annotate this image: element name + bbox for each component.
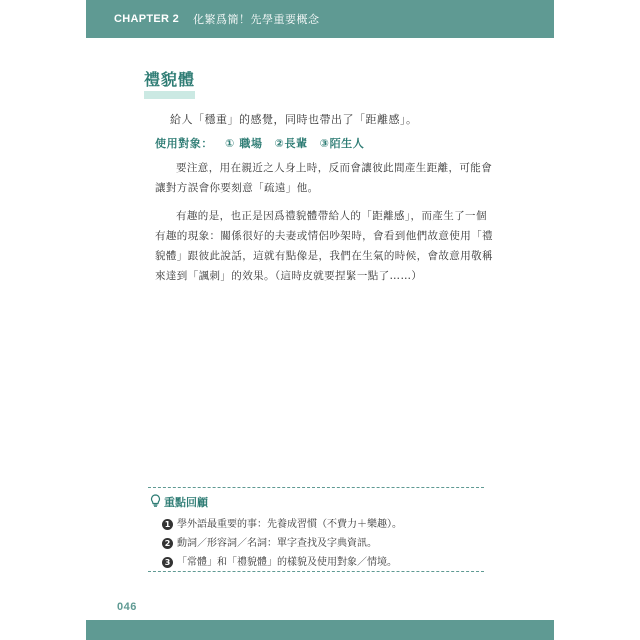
usage-label: 使用對象： bbox=[155, 137, 213, 150]
list-item bbox=[162, 515, 402, 534]
paragraph-interesting bbox=[155, 206, 495, 286]
usage-item-strangers: ③陌生人 bbox=[319, 137, 365, 150]
paragraph-caution-text: 要注意，用在親近之人身上時，反而會讓彼此間產生距離，可能會讓對方誤會你要刻意「疏遠」他。 bbox=[155, 162, 493, 194]
review-heading bbox=[150, 494, 208, 510]
list-item bbox=[162, 534, 402, 553]
review-bottom-divider bbox=[148, 571, 484, 572]
lightbulb-icon bbox=[150, 494, 161, 510]
number-badge: 1 bbox=[162, 519, 173, 530]
review-top-divider bbox=[148, 487, 484, 488]
section-title: 禮貌體 bbox=[144, 72, 195, 99]
usage-line bbox=[155, 135, 364, 151]
list-item bbox=[162, 553, 402, 572]
chapter-label: CHAPTER 2 bbox=[114, 13, 180, 25]
paragraph-caution bbox=[155, 158, 495, 198]
review-list bbox=[162, 515, 402, 572]
usage-item-workplace: ① 職場 bbox=[225, 137, 263, 150]
list-item-text: 「常體」和「禮貌體」的樣貌及使用對象／情境。 bbox=[177, 557, 397, 568]
review-title: 重點回顧 bbox=[164, 496, 208, 509]
list-item-text: 學外語最重要的事：先養成習慣（不費力＋樂趣）。 bbox=[177, 519, 402, 530]
section-intro: 給人「穩重」的感覺，同時也帶出了「距離感」。 bbox=[170, 113, 418, 126]
paragraph-interesting-text: 有趣的是，也正是因爲禮貌體帶給人的「距離感」，而產生了一個有趣的現象：關係很好的夫妻或情侶吵架時，會看到他們故意使用「禮貌體」跟彼此說話，這就有點像是，我們在生氣的時候，會故意用敬稱來達到「諷刺」的效果。（這時皮就要捏緊一點了……） bbox=[155, 210, 493, 282]
chapter-header bbox=[86, 0, 554, 38]
usage-item-elders: ②長輩 bbox=[274, 137, 308, 150]
list-item-text: 動詞／形容詞／名詞：單字查找及字典資訊。 bbox=[177, 538, 377, 549]
page-number: 046 bbox=[117, 601, 137, 613]
chapter-title: 化繁爲簡！先學重要概念 bbox=[193, 13, 320, 26]
number-badge: 3 bbox=[162, 557, 173, 568]
number-badge: 2 bbox=[162, 538, 173, 549]
